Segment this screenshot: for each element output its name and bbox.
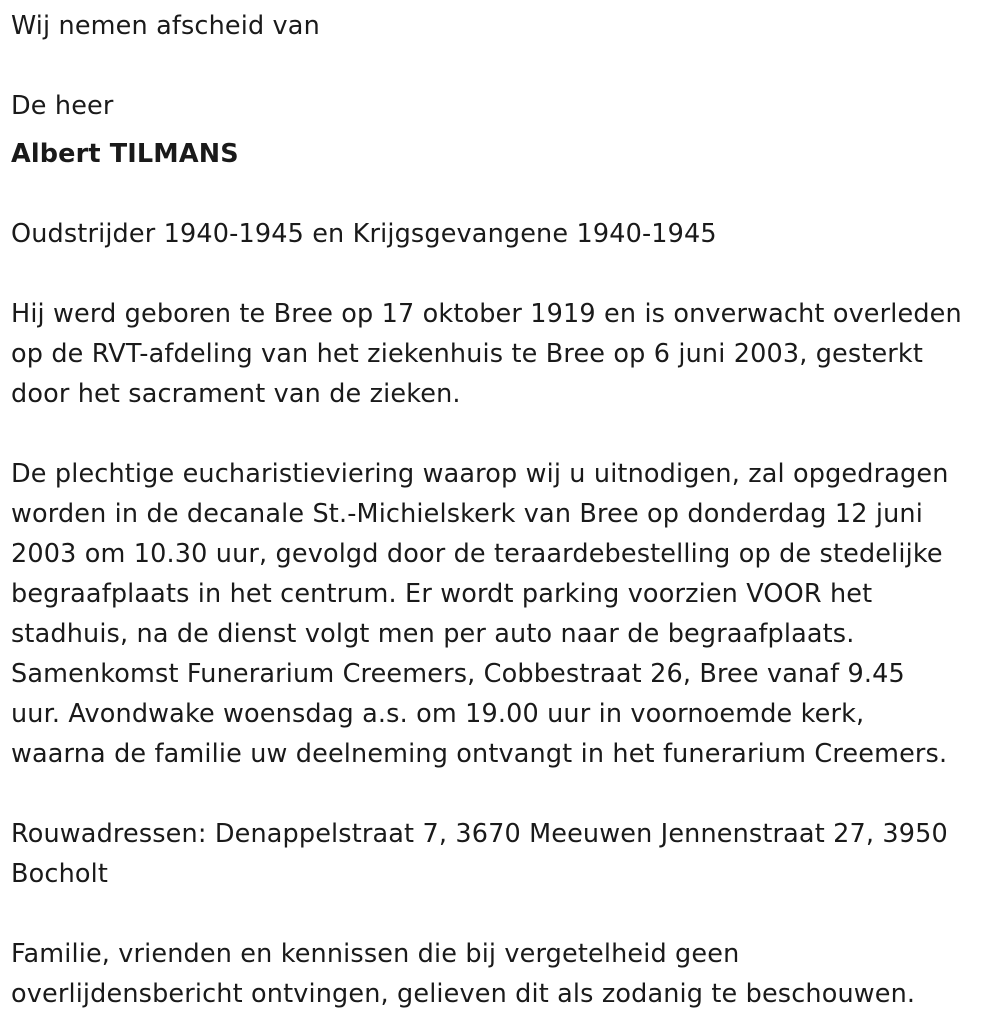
intro-line: Wij nemen afscheid van xyxy=(11,11,320,41)
paragraph-line: uur. Avondwake woensdag a.s. om 19.00 uur in voornoemde kerk, xyxy=(11,699,865,729)
paragraph-line: De plechtige eucharistieviering waarop wij u uitnodigen, zal opgedragen xyxy=(11,459,949,489)
deceased-name: Albert TILMANS xyxy=(11,139,239,169)
spacer xyxy=(11,254,996,294)
obituary-notice xyxy=(11,6,996,1014)
paragraph-line: overlijdensbericht ontvingen, gelieven dit als zodanig te beschouwen. xyxy=(11,979,916,1009)
paragraph-line: begraafplaats in het centrum. Er wordt parking voorzien VOOR het xyxy=(11,579,873,609)
paragraph-line: worden in de decanale St.-Michielskerk van Bree op donderdag 12 juni xyxy=(11,499,923,529)
paragraph-line: Familie, vrienden en kennissen die bij vergetelheid geen xyxy=(11,939,740,969)
spacer xyxy=(11,174,996,214)
paragraph-line: Samenkomst Funerarium Creemers, Cobbestraat 26, Bree vanaf 9.45 xyxy=(11,659,905,689)
paragraph-line: op de RVT-afdeling van het ziekenhuis te Bree op 6 juni 2003, gesterkt xyxy=(11,339,924,369)
paragraph-line: door het sacrament van de zieken. xyxy=(11,379,461,409)
addresses-paragraph xyxy=(11,814,996,894)
paragraph-line: stadhuis, na de dienst volgt men per auto naar de begraafplaats. xyxy=(11,619,855,649)
spacer xyxy=(11,774,996,814)
salutation: De heer xyxy=(11,91,114,121)
paragraph-line: Bocholt xyxy=(11,859,109,889)
spacer xyxy=(11,414,996,454)
paragraph-line: waarna de familie uw deelneming ontvangt in het funerarium Creemers. xyxy=(11,739,948,769)
birth-death-paragraph xyxy=(11,294,996,414)
closing-paragraph xyxy=(11,934,996,1014)
spacer xyxy=(11,46,996,86)
veteran-status: Oudstrijder 1940-1945 en Krijgsgevangene 1940-1945 xyxy=(11,219,717,249)
paragraph-line: Rouwadressen: Denappelstraat 7, 3670 Meeuwen Jennenstraat 27, 3950 xyxy=(11,819,948,849)
spacer xyxy=(11,126,996,134)
paragraph-line: 2003 om 10.30 uur, gevolgd door de teraardebestelling op de stedelijke xyxy=(11,539,943,569)
ceremony-paragraph xyxy=(11,454,996,774)
paragraph-line: Hij werd geboren te Bree op 17 oktober 1919 en is onverwacht overleden xyxy=(11,299,962,329)
spacer xyxy=(11,894,996,934)
